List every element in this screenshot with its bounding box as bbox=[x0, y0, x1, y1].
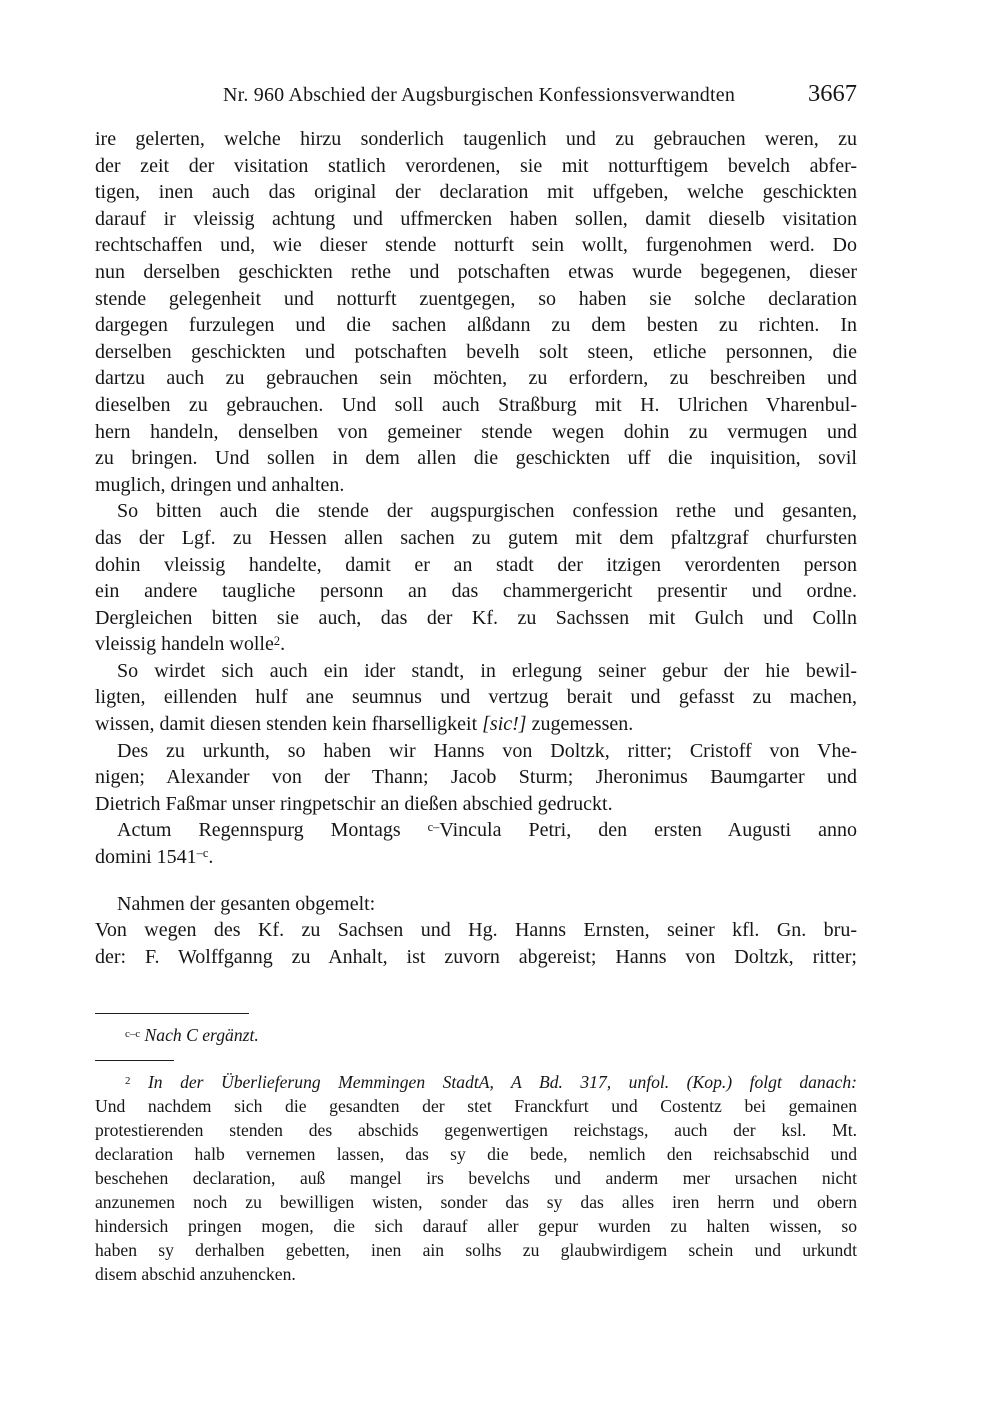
text-segment: stende gelegenheit und notturft zuentgegen, so haben sie solche declaration bbox=[95, 287, 857, 310]
text-line bbox=[95, 1118, 857, 1142]
text-line bbox=[95, 498, 857, 525]
text-line bbox=[95, 1214, 857, 1238]
footnote-2 bbox=[95, 1070, 857, 1286]
text-line bbox=[95, 1023, 857, 1047]
text-segment: nigen; Alexander von der Thann; Jacob Sturm; Jheronimus Baumgarter und bbox=[95, 766, 857, 789]
header-title: Nr. 960 Abschied der Augsburgischen Konfessionsverwandten bbox=[222, 84, 736, 106]
text-line bbox=[95, 552, 857, 579]
text-line bbox=[95, 339, 857, 366]
text-line bbox=[95, 259, 857, 286]
paragraph bbox=[95, 498, 857, 658]
text-segment: zugemessen. bbox=[526, 713, 634, 736]
text-line bbox=[95, 891, 857, 918]
paragraph bbox=[95, 126, 857, 498]
text-segment: vleissig handeln wolle bbox=[95, 633, 274, 656]
text-line bbox=[95, 738, 857, 765]
text-segment: dartzu auch zu gebrauchen sein möchten, zu erfordern, zu beschreiben und bbox=[95, 367, 857, 390]
text-segment bbox=[130, 1072, 147, 1092]
text-segment: Und nachdem sich die gesandten der stet Franckfurt und Costentz bei gemainen bbox=[95, 1096, 857, 1117]
text-line bbox=[95, 1094, 857, 1118]
text-segment: der zeit der visitation statlich verordenen, sie mit notturftigem bevelch abfer- bbox=[95, 154, 857, 177]
paragraph-names-heading bbox=[95, 891, 857, 918]
superscript-mark: c–c bbox=[125, 1027, 141, 1040]
text-segment: darauf ir vleissig achtung und uffmercken haben sollen, damit dieselb visitation bbox=[95, 207, 857, 230]
text-segment: anzunemen noch zu bewilligen wisten, sonder das sy das alles iren herrn und obern bbox=[95, 1192, 857, 1213]
text-line bbox=[95, 764, 857, 791]
text-segment: Nahmen der gesanten obgemelt: bbox=[117, 892, 376, 915]
text-line bbox=[95, 658, 857, 685]
text-line bbox=[95, 605, 857, 632]
text-segment: dohin vleissig handelte, damit er an stadt der itzigen verordenten person bbox=[95, 553, 857, 576]
text-line bbox=[95, 817, 857, 844]
paragraph bbox=[95, 738, 857, 818]
text-line bbox=[95, 684, 857, 711]
text-segment: Vincula Petri, den ersten Augusti anno bbox=[439, 819, 857, 842]
text-line bbox=[95, 844, 857, 871]
text-line bbox=[95, 1238, 857, 1262]
paragraph bbox=[95, 817, 857, 870]
superscript-mark: 2 bbox=[273, 633, 281, 648]
text-line bbox=[95, 711, 857, 738]
footnote-c bbox=[95, 1023, 857, 1047]
text-segment: So bitten auch die stende der augspurgischen confession rethe und gesanten, bbox=[117, 500, 857, 523]
superscript-mark: 2 bbox=[125, 1074, 131, 1087]
text-segment: nun derselben geschickten rethe und potschaften etwas wurde begegenen, dieser bbox=[95, 260, 857, 283]
running-header bbox=[95, 80, 857, 108]
text-segment: . bbox=[280, 633, 286, 656]
paragraph bbox=[95, 917, 857, 970]
page-number: 3667 bbox=[808, 80, 857, 107]
text-line bbox=[95, 179, 857, 206]
text-segment: das der Lgf. zu Hessen allen sachen zu gutem mit dem pfaltzgraf churfursten bbox=[95, 526, 857, 549]
text-line bbox=[95, 445, 857, 472]
text-segment: Des zu urkunth, so haben wir Hanns von Doltzk, ritter; Cristoff von Vhe- bbox=[117, 739, 857, 762]
text-segment: ire gelerten, welche hirzu sonderlich taugenlich und zu gebrauchen weren, zu bbox=[95, 128, 857, 150]
text-segment: In der Überlieferung Memmingen StadtA, A Bd. 317, unfol. (Kop.) folgt danach: bbox=[147, 1072, 857, 1093]
text-segment: beschehen declaration, auß mangel irs bevelchs und anderm mer ursachen nicht bbox=[95, 1168, 857, 1189]
text-segment: hindersich pringen mogen, die sich darauf aller gepur wurden zu halten wissen, so bbox=[95, 1216, 857, 1237]
text-segment: Actum Regennspurg Montags bbox=[117, 819, 428, 842]
text-line bbox=[95, 206, 857, 233]
text-segment: Dergleichen bitten sie auch, das der Kf. zu Sachssen mit Gulch und Colln bbox=[95, 606, 857, 629]
text-segment: muglich, dringen und anhalten. bbox=[95, 473, 345, 496]
text-segment: Von wegen des Kf. zu Sachsen und Hg. Hanns Ernsten, seiner kfl. Gn. bru- bbox=[95, 919, 857, 942]
superscript-mark: c– bbox=[427, 819, 440, 834]
text-line bbox=[95, 525, 857, 552]
text-line bbox=[95, 1166, 857, 1190]
text-segment: haben sy derhalben gebetten, inen ain solhs zu glaubwirdigem schein und urkundt bbox=[95, 1240, 857, 1261]
text-segment: protestierenden stenden des abschids gegenwertigen reichstags, auch der ksl. Mt. bbox=[95, 1120, 857, 1141]
body-text bbox=[95, 126, 857, 970]
text-line bbox=[95, 126, 857, 153]
text-line bbox=[95, 392, 857, 419]
text-line bbox=[95, 791, 857, 818]
text-line bbox=[95, 365, 857, 392]
text-line bbox=[95, 286, 857, 313]
text-segment: declaration halb vernemen lassen, das sy die bede, nemlich den reichsabschid und bbox=[95, 1144, 857, 1165]
text-line bbox=[95, 312, 857, 339]
text-line bbox=[95, 232, 857, 259]
text-segment: . bbox=[208, 846, 214, 869]
text-segment: tigen, inen auch das original der declaration mit uffgeben, welche geschickten bbox=[95, 181, 857, 204]
text-segment: wissen, damit diesen stenden kein fharselligkeit bbox=[95, 713, 483, 736]
footnote-separator-rule bbox=[95, 1060, 174, 1061]
superscript-mark: –c bbox=[196, 846, 209, 861]
text-line bbox=[95, 1142, 857, 1166]
text-segment: rechtschaffen und, wie dieser stende notturft sein wollt, furgenohmen werd. Do bbox=[95, 234, 857, 257]
text-line bbox=[95, 1190, 857, 1214]
text-segment: Nach C ergänzt. bbox=[144, 1025, 259, 1046]
text-segment: domini 1541 bbox=[95, 846, 197, 869]
footnotes-section bbox=[95, 1013, 857, 1286]
text-line bbox=[95, 1070, 857, 1094]
footnote-separator-rule bbox=[95, 1013, 249, 1014]
text-line bbox=[95, 944, 857, 971]
text-line bbox=[95, 631, 857, 658]
text-column bbox=[95, 80, 857, 1286]
text-segment: dieselben zu gebrauchen. Und soll auch Straßburg mit H. Ulrichen Vharenbul- bbox=[95, 393, 857, 416]
text-line bbox=[95, 153, 857, 180]
text-segment: ein andere taugliche personn an das chammergericht presentir und ordne. bbox=[95, 580, 857, 603]
text-segment: Dietrich Faßmar unser ringpetschir an dießen abschied gedruckt. bbox=[95, 792, 613, 815]
text-line bbox=[95, 917, 857, 944]
text-line bbox=[95, 578, 857, 605]
text-segment: ligten, eillenden hulf ane seumnus und vertzug berait und gefasst zu machen, bbox=[95, 686, 857, 709]
text-segment: dargegen furzulegen und die sachen alßdann zu dem besten zu richten. In bbox=[95, 314, 857, 337]
paragraph bbox=[95, 658, 857, 738]
text-segment: hern handeln, denselben von gemeiner stende wegen dohin zu vermugen und bbox=[95, 420, 857, 443]
text-segment: So wirdet sich auch ein ider standt, in erlegung seiner gebur der hie bewil- bbox=[117, 659, 857, 682]
text-segment: derselben geschickten und potschaften bevelh solt steen, etliche personnen, die bbox=[95, 340, 857, 363]
text-segment: zu bringen. Und sollen in dem allen die geschickten uff die inquisition, sovil bbox=[95, 447, 857, 470]
text-segment: disem abschid anzuhencken. bbox=[95, 1264, 296, 1285]
text-line bbox=[95, 472, 857, 499]
text-segment: der: F. Wolffganng zu Anhalt, ist zuvorn abgereist; Hanns von Doltzk, ritter; bbox=[95, 945, 857, 968]
text-segment: [sic!] bbox=[482, 713, 527, 736]
text-line bbox=[95, 419, 857, 446]
text-line bbox=[95, 1262, 857, 1286]
